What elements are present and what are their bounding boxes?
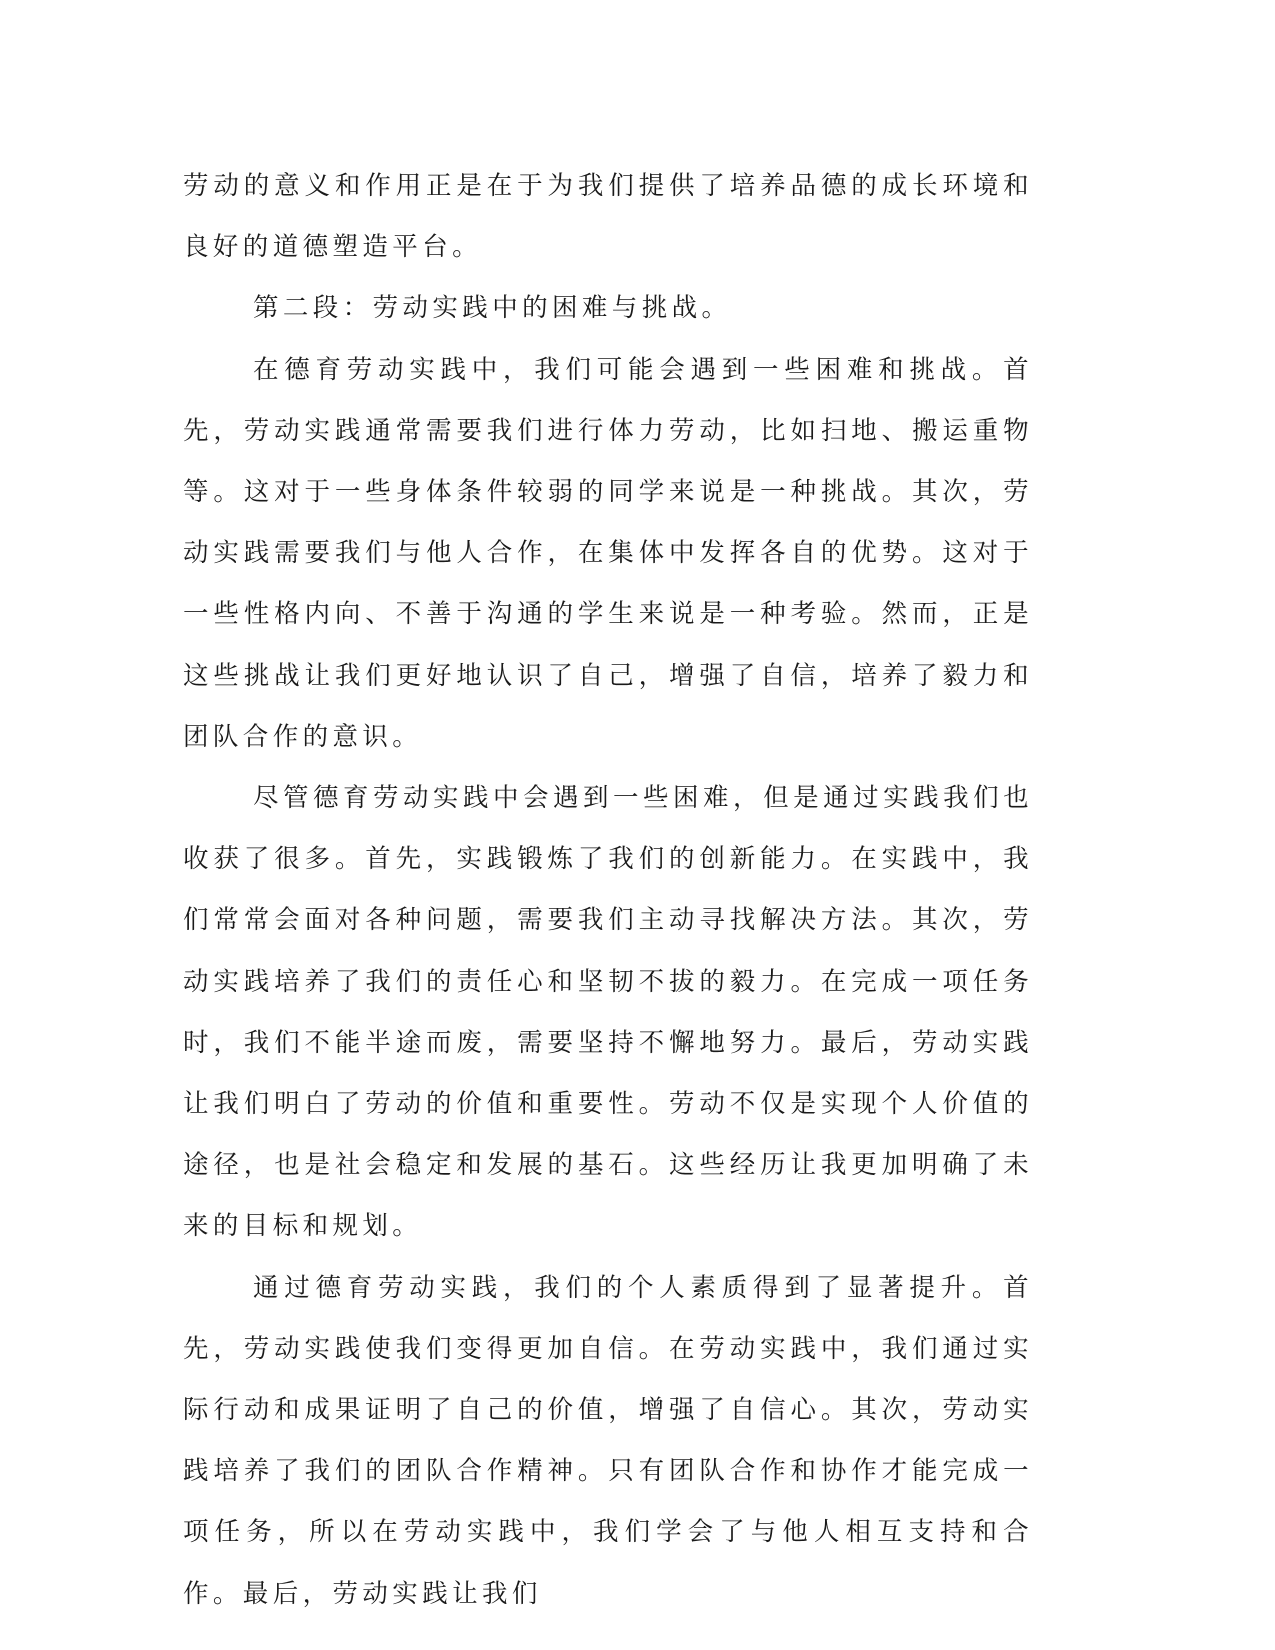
paragraph-5: 通过德育劳动实践，我们的个人素质得到了显著提升。首先，劳动实践使我们变得更加自信。在劳动实践中，我们通过实际行动和成果证明了自己的价值，增强了自信心。其次，劳动实践培养了我们的团队合作精神。只有团队合作和协作才能完成一项任务，所以在劳动实践中，我们学会了与他人相互支持和合作。最后，劳动实践让我们	[183, 1272, 1033, 1609]
document-body	[183, 156, 1033, 1625]
paragraph-3: 在德育劳动实践中，我们可能会遇到一些困难和挑战。首先，劳动实践通常需要我们进行体力劳动，比如扫地、搬运重物等。这对于一些身体条件较弱的同学来说是一种挑战。其次，劳动实践需要我们与他人合作，在集体中发挥各自的优势。这对于一些性格内向、不善于沟通的学生来说是一种考验。然而，正是这些挑战让我们更好地认识了自己，增强了自信，培养了毅力和团队合作的意识。	[183, 354, 1033, 752]
paragraph-2-heading: 第二段：劳动实践中的困难与挑战。	[253, 293, 732, 324]
paragraph-4: 尽管德育劳动实践中会遇到一些困难，但是通过实践我们也收获了很多。首先，实践锻炼了我们的创新能力。在实践中，我们常常会面对各种问题，需要我们主动寻找解决方法。其次，劳动实践培养了我们的责任心和坚韧不拔的毅力。在完成一项任务时，我们不能半途而废，需要坚持不懈地努力。最后，劳动实践让我们明白了劳动的价值和重要性。劳动不仅是实现个人价值的途径，也是社会稳定和发展的基石。这些经历让我更加明确了未来的目标和规划。	[183, 783, 1033, 1242]
paragraph-1: 劳动的意义和作用正是在于为我们提供了培养品德的成长环境和良好的道德塑造平台。	[183, 171, 1033, 263]
